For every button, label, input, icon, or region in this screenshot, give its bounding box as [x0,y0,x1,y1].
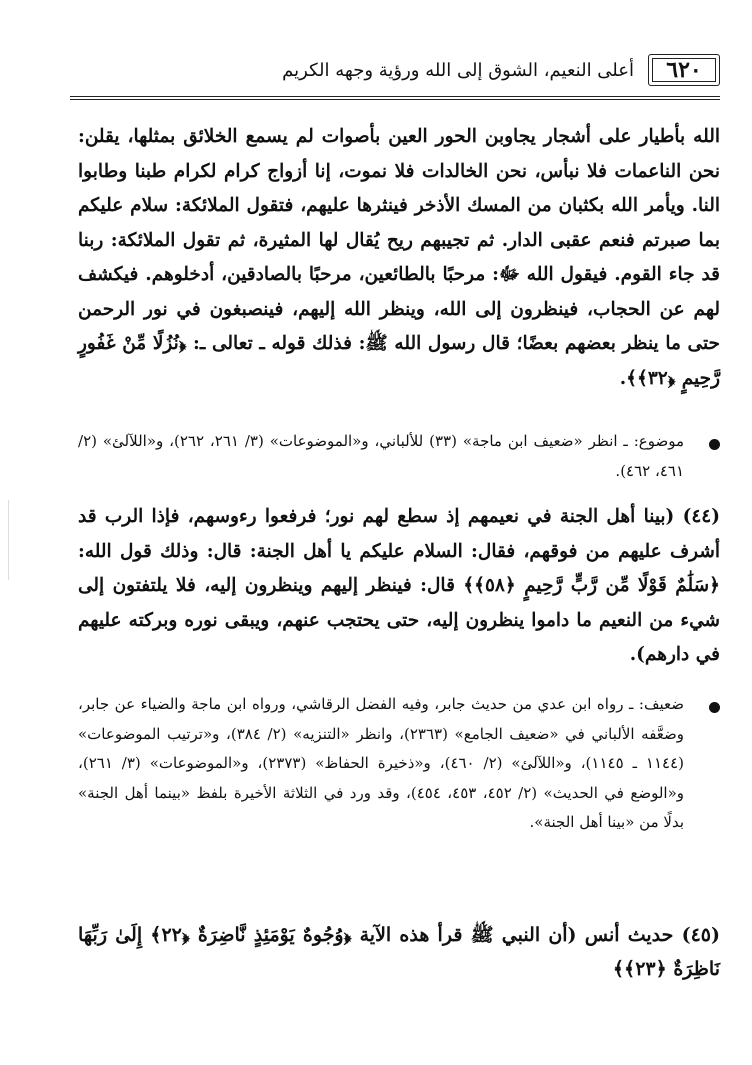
hadith-43-continuation: الله بأطيار على أشجار يجاوبن الحور العين بأصوات لم يسمع الخلائق بمثلها، يقلن: نحن الناعمات فلا نبأس، نحن الخالدات فلا نموت، إنا أزواج كرام لكرام طبنا وطابوا النا. ويأمر الله بكثبان من المسك الأذخر فينثرها عليهم، فتقول الملائكة: سلام عليكم بما صبرتم فنعم عقبى الدار. ثم تجيبهم ريح يُقال لها المثيرة، ثم تقول الملائكة: ربنا قد جاء القوم. فيقول الله ﷻ: مرحبًا بالطائعين، مرحبًا بالصادقين، أدخلوهم. فيكشف لهم عن الحجاب، فينظرون إلى الله، وينظر الله إليهم، فينصبغون في نور الرحمن حتى ما ينظر بعضهم بعضًا؛ قال رسول الله ﷺ: فذلك قوله ـ تعالى ـ: ﴿نُزُلًا مِّنْ غَفُورٍ رَّحِيمٍ ﴿٣٢﴾﴾. [78,126,720,389]
hadith-44: (٤٤) (بينا أهل الجنة في نعيمهم إذ سطع لهم نور؛ فرفعوا رءوسهم، فإذا الرب قد أشرف عليهم من فوقهم، فقال: السلام عليكم يا أهل الجنة: قال: وذلك قول الله: ﴿سَلَٰمٌ قَوْلًا مِّن رَّبٍّ رَّحِيمٍ ﴿٥٨﴾﴾ قال: فينظر إليهم وينظرون إليه، فلا يلتفتون إلى شيء من النعيم ما داموا ينظرون إليه، حتى يحتجب عنهم، ويبقى نوره وبركته عليهم في دارهم). [78,506,720,665]
page-number: ٦٢٠ [648,54,720,86]
bullet-icon [709,439,720,450]
hadith-45: (٤٥) حديث أنس (أن النبي ﷺ قرأ هذه الآية ﴿وُجُوهٌ يَوْمَئِذٍ نَّاضِرَةٌ ﴿٢٢﴾ إِلَىٰ رَبِّهَا نَاظِرَةٌ ﴿٢٣﴾﴾ [78,924,720,980]
page-header [70,48,720,92]
bullet-icon [709,702,720,713]
running-title: أعلى النعيم، الشوق إلى الله ورؤية وجهه الكريم [282,59,634,81]
page-edge-mark [8,500,9,580]
footnote-43-text: موضوع: ـ انظر «ضعيف ابن ماجة» (٣٣) للألباني، و«الموضوعات» (٣/ ٢٦١، ٢٦٢)، و«اللآلئ» (٢/ ٤٦١، ٤٦٢). [78,432,685,480]
footnote-44-text: ضعيف: ـ رواه ابن عدي من حديث جابر، وفيه الفضل الرقاشي، ورواه ابن ماجة والضياء عن جابر، وضعَّفه الألباني في «ضعيف الجامع» (٢٣٦٣)، وانظر «التنزيه» (٢/ ٣٨٤)، و«ترتيب الموضوعات» (١١٤٤ ـ ١١٤٥)، و«اللآلئ» (٢/ ٤٦٠)، و«ذخيرة الحفاظ» (٢٣٧٣)، و«الموضوعات» (٣/ ٢٦١)، و«الوضع في الحديث» (٢/ ٤٥٢، ٤٥٣، ٤٥٤)، وقد ورد في الثلاثة الأخيرة بلفظ «بينما أهل الجنة» بدلًا من «بينا أهل الجنة». [78,695,685,831]
footnote-43 [78,427,720,486]
header-rule [70,96,720,100]
footnote-44 [78,690,720,838]
